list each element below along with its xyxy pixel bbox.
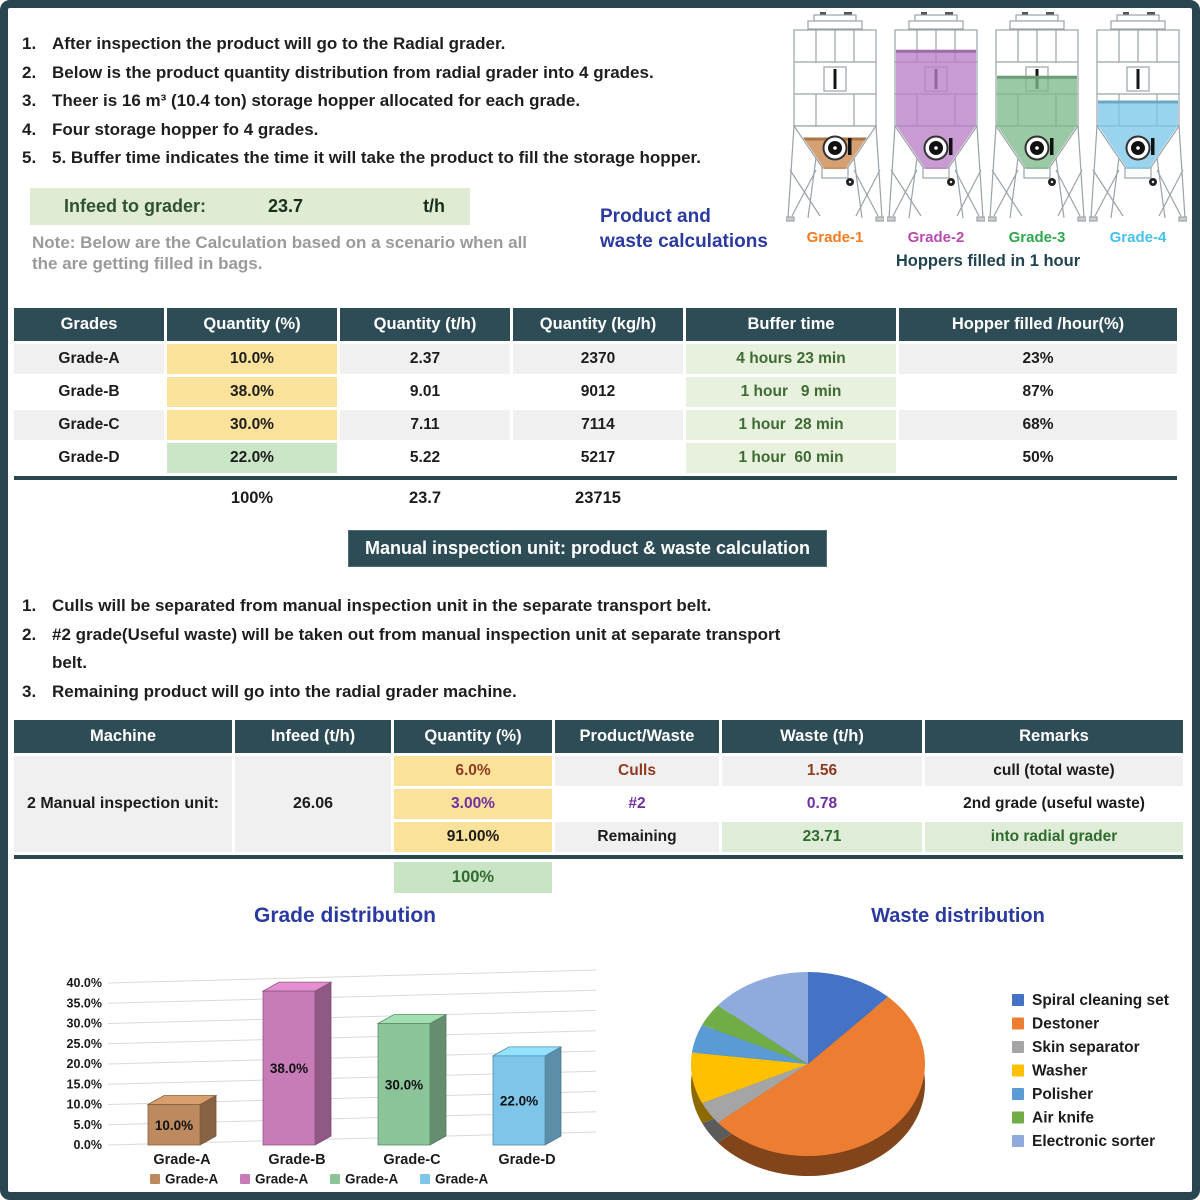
svg-text:Electronic sorter: Electronic sorter (1032, 1133, 1156, 1150)
infeed-label: Infeed to grader: (64, 196, 207, 216)
column-header: Product/Waste (555, 720, 719, 753)
quantity-kgh-cell: 2370 (513, 344, 683, 374)
svg-text:15.0%: 15.0% (66, 1077, 102, 1092)
grade-cell: Grade-C (14, 410, 164, 440)
note-line-1: Note: Below are the Calculation based on a scenario when all (32, 233, 528, 252)
svg-text:Grade-A: Grade-A (255, 1171, 309, 1187)
list-item-text: #2 grade(Useful waste) will be taken out from manual inspection unit at separate transport belt. (52, 624, 781, 672)
buffer-time-cell: 4 hours 23 min (686, 344, 896, 374)
quantity-tph-cell: 9.01 (340, 377, 510, 407)
list-item-number: 2. (22, 624, 37, 644)
svg-text:25.0%: 25.0% (66, 1036, 102, 1051)
product-waste-title (600, 204, 768, 254)
list-item-text: Remaining product will go into the radial grader machine. (52, 681, 517, 701)
quantity-pct-cell: 10.0% (167, 344, 337, 374)
list-item-text: Four storage hopper fo 4 grades. (52, 119, 319, 139)
list-item (22, 592, 782, 621)
hopper-icon (988, 12, 1086, 224)
quantity-kgh-cell: 5217 (513, 443, 683, 473)
column-header: Waste (t/h) (722, 720, 922, 753)
list-item-number: 1. (22, 34, 37, 53)
quantity-kgh-cell: 7114 (513, 410, 683, 440)
waste-cell: 0.78 (722, 789, 922, 819)
column-header: Quantity (%) (394, 720, 552, 753)
svg-text:Grade-C: Grade-C (383, 1152, 441, 1168)
bar-chart-svg (30, 892, 610, 1192)
note (32, 232, 527, 274)
list-item (22, 621, 782, 678)
product-waste-title-line-2: waste calculations (600, 231, 768, 253)
total-quantity-tph: 23.7 (408, 489, 442, 507)
product-waste-cell: #2 (555, 789, 719, 819)
svg-text:Waste distribution: Waste distribution (871, 905, 1045, 927)
quantity-cell: 6.0% (394, 756, 552, 786)
list-item-text: 5. Buffer time indicates the time it will take the product to fill the storage hopper. (52, 148, 701, 167)
quantity-pct-cell: 30.0% (167, 410, 337, 440)
svg-text:Grade-B: Grade-B (268, 1152, 326, 1168)
svg-text:Washer: Washer (1032, 1062, 1088, 1080)
hopper-illustrations (786, 12, 1190, 229)
svg-text:30.0%: 30.0% (384, 1077, 424, 1093)
section-title-bar (348, 530, 827, 567)
quantity-cell: 91.00% (394, 822, 552, 852)
column-header: Remarks (925, 720, 1183, 753)
svg-text:Grade-A: Grade-A (165, 1171, 219, 1187)
svg-text:35.0%: 35.0% (66, 996, 102, 1011)
machine-cell: 2 Manual inspection unit: (14, 756, 232, 852)
hopper-icon (786, 12, 884, 224)
hopper-icon (1089, 12, 1187, 224)
svg-text:Grade-D: Grade-D (498, 1152, 556, 1168)
remark-cell: into radial grader (925, 822, 1183, 852)
hopper-illustration (1089, 12, 1187, 229)
quantity-kgh-cell: 9012 (513, 377, 683, 407)
column-header: Machine (14, 720, 232, 753)
svg-text:30.0%: 30.0% (66, 1016, 102, 1031)
column-header: Quantity (%) (167, 308, 337, 341)
waste-cell: 1.56 (722, 756, 922, 786)
waste-cell: 23.71 (722, 822, 922, 852)
quantity-cell: 3.00% (394, 789, 552, 819)
column-header: Quantity (kg/h) (513, 308, 683, 341)
table-divider (14, 476, 1177, 480)
inspection-list (22, 592, 782, 706)
buffer-time-cell: 1 hour 28 min (686, 410, 896, 440)
svg-text:Grade distribution: Grade distribution (253, 904, 437, 927)
hopper-labels (786, 229, 1190, 246)
hoppers (786, 12, 1190, 271)
hopper-filled-cell: 68% (899, 410, 1177, 440)
svg-text:Air knife: Air knife (1032, 1109, 1095, 1127)
list-item (22, 116, 782, 145)
infeed-cell: 26.06 (235, 756, 391, 852)
list-item-number: 2. (22, 62, 37, 82)
list-item-number: 3. (22, 681, 37, 701)
quantity-tph-cell: 5.22 (340, 443, 510, 473)
column-header: Quantity (t/h) (340, 308, 510, 341)
buffer-time-cell: 1 hour 60 min (686, 443, 896, 473)
product-waste-title-line-1: Product and (600, 206, 711, 227)
list-item (22, 59, 782, 88)
total-quantity-cell: 100% (394, 862, 552, 893)
hopper-illustration (988, 12, 1086, 229)
svg-text:20.0%: 20.0% (66, 1057, 102, 1071)
hopper-icon (887, 12, 985, 224)
hopper-illustration (786, 12, 884, 229)
svg-text:Grade-A: Grade-A (435, 1171, 489, 1187)
total-quantity-kgh: 23715 (575, 489, 621, 507)
product-waste-cell: Culls (555, 756, 719, 786)
grades-table (14, 308, 1177, 514)
remark-cell: 2nd grade (useful waste) (925, 789, 1183, 819)
list-item-text: Culls will be separated from manual inspection unit in the separate transport belt. (52, 596, 712, 615)
list-item (22, 678, 782, 707)
list-item-number: 4. (22, 119, 37, 139)
note-line-2: the are getting filled in bags. (32, 254, 263, 273)
list-item (22, 30, 782, 59)
list-item-text: Theer is 16 m³ (10.4 ton) storage hopper allocated for each grade. (52, 91, 581, 110)
product-waste-cell: Remaining (555, 822, 719, 852)
column-header: Infeed (t/h) (235, 720, 391, 753)
list-item-text: After inspection the product will go to the Radial grader. (52, 34, 506, 53)
hopper-filled-cell: 50% (899, 443, 1177, 473)
quantity-pct-cell: 38.0% (167, 377, 337, 407)
svg-text:10.0%: 10.0% (66, 1097, 102, 1112)
list-item-number: 5. (22, 148, 37, 167)
remark-cell: cull (total waste) (925, 756, 1183, 786)
spacer-cell (14, 483, 164, 514)
total-quantity-pct: 100% (230, 489, 274, 507)
list-item-number: 3. (22, 91, 37, 110)
waste-distribution-chart (620, 892, 1192, 1197)
intro-list (22, 30, 782, 173)
hopper-grade-label: Grade-3 (1008, 229, 1066, 246)
hopper-grade-label: Grade-4 (1109, 229, 1167, 246)
grade-cell: Grade-D (14, 443, 164, 473)
pie-chart-svg (620, 892, 1192, 1192)
svg-text:Skin separator: Skin separator (1032, 1039, 1140, 1056)
quantity-tph-cell: 2.37 (340, 344, 510, 374)
svg-text:40.0%: 40.0% (66, 976, 102, 990)
svg-text:Destoner: Destoner (1032, 1015, 1100, 1033)
column-header: Hopper filled /hour(%) (899, 308, 1177, 341)
hopper-illustration (887, 12, 985, 229)
grade-cell: Grade-A (14, 344, 164, 374)
hopper-grade-label: Grade-1 (806, 229, 864, 246)
machine-table (14, 720, 1183, 893)
infeed-bar (30, 188, 470, 225)
hopper-grade-label: Grade-2 (907, 229, 965, 246)
svg-text:0.0%: 0.0% (73, 1138, 102, 1152)
list-item (22, 87, 782, 116)
quantity-pct-cell: 22.0% (167, 443, 337, 473)
hopper-filled-cell: 23% (899, 344, 1177, 374)
svg-text:Grade-A: Grade-A (153, 1152, 211, 1168)
infeed-value: 23.7 (268, 196, 304, 216)
svg-text:Spiral cleaning set: Spiral cleaning set (1032, 992, 1169, 1009)
column-header: Buffer time (686, 308, 896, 341)
svg-text:38.0%: 38.0% (269, 1061, 309, 1077)
quantity-tph-cell: 7.11 (340, 410, 510, 440)
list-item-text: Below is the product quantity distribution from radial grader into 4 grades. (52, 62, 654, 82)
section-title-text: Manual inspection unit: product & waste calculation (365, 538, 811, 558)
svg-text:Grade-A: Grade-A (345, 1171, 399, 1187)
svg-text:22.0%: 22.0% (499, 1093, 539, 1109)
list-item (22, 144, 782, 173)
hoppers-caption: Hoppers filled in 1 hour (895, 252, 1081, 270)
list-item-number: 1. (22, 596, 37, 615)
grade-distribution-chart (30, 892, 610, 1197)
column-header: Grades (14, 308, 164, 341)
svg-text:10.0%: 10.0% (154, 1117, 194, 1133)
svg-text:5.0%: 5.0% (73, 1117, 102, 1132)
buffer-time-cell: 1 hour 9 min (686, 377, 896, 407)
hopper-filled-cell: 87% (899, 377, 1177, 407)
grade-cell: Grade-B (14, 377, 164, 407)
table-divider (14, 855, 1183, 859)
infeed-unit: t/h (423, 196, 446, 216)
svg-text:Polisher: Polisher (1032, 1086, 1094, 1103)
